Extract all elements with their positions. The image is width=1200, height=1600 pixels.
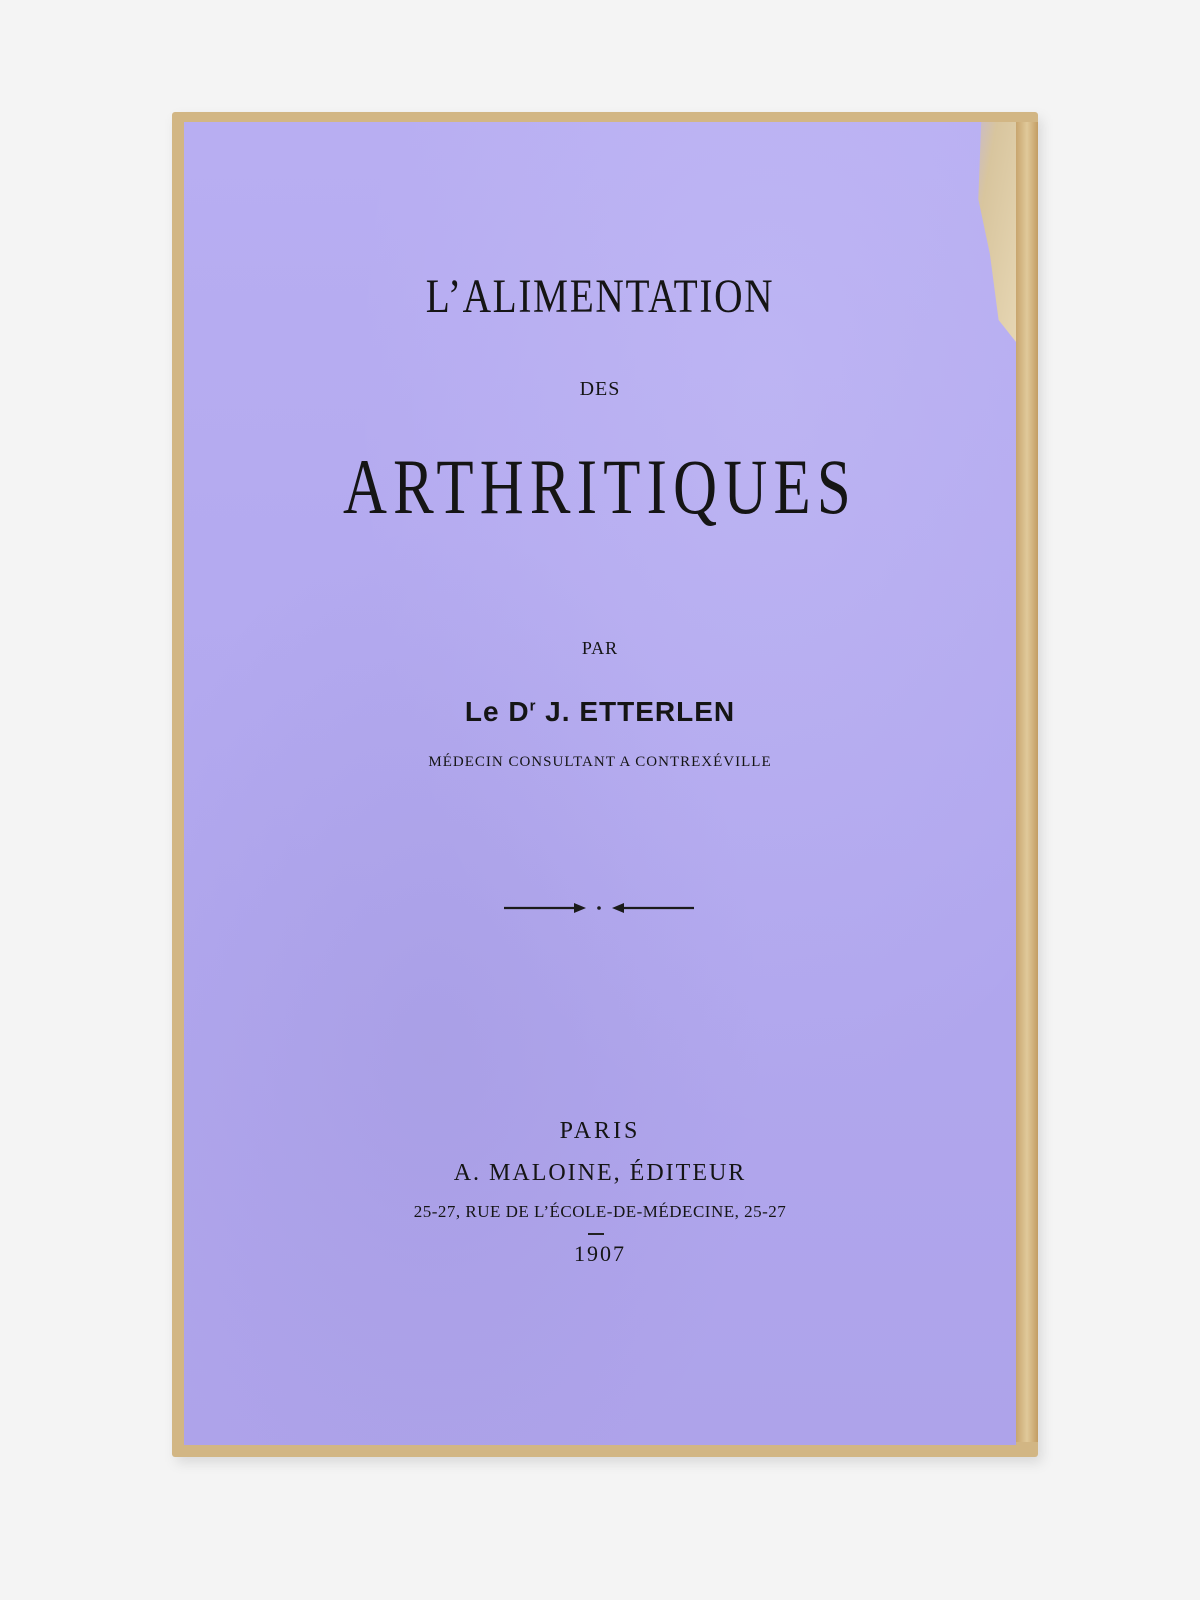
by-label: PAR	[581, 638, 619, 658]
cover-tear	[958, 122, 1016, 342]
title-main: L’ALIMENTATION	[425, 270, 775, 323]
publisher-city: PARIS	[559, 1118, 641, 1144]
year-divider	[588, 1233, 604, 1235]
author-prefix: Le D	[464, 696, 530, 727]
author-line	[184, 696, 1016, 728]
publisher-address: 25-27, RUE DE L’ÉCOLE-DE-MÉDECINE, 25-27	[413, 1202, 787, 1221]
author-role: MÉDECIN CONSULTANT A CONTREXÉVILLE	[428, 754, 772, 770]
title-arthritiques: ARTHRITIQUES	[343, 443, 857, 530]
book-cover	[184, 122, 1016, 1445]
ornament-icon	[504, 898, 694, 918]
book-page-edge	[1016, 122, 1038, 1442]
book	[172, 112, 1038, 1457]
author-name: J. ETTERLEN	[536, 696, 736, 727]
publication-year: 1907	[574, 1241, 626, 1266]
author-prefix-sup: r	[529, 697, 537, 715]
title-des: DES	[579, 378, 621, 400]
publisher-name: A. MALOINE, ÉDITEUR	[453, 1160, 747, 1186]
